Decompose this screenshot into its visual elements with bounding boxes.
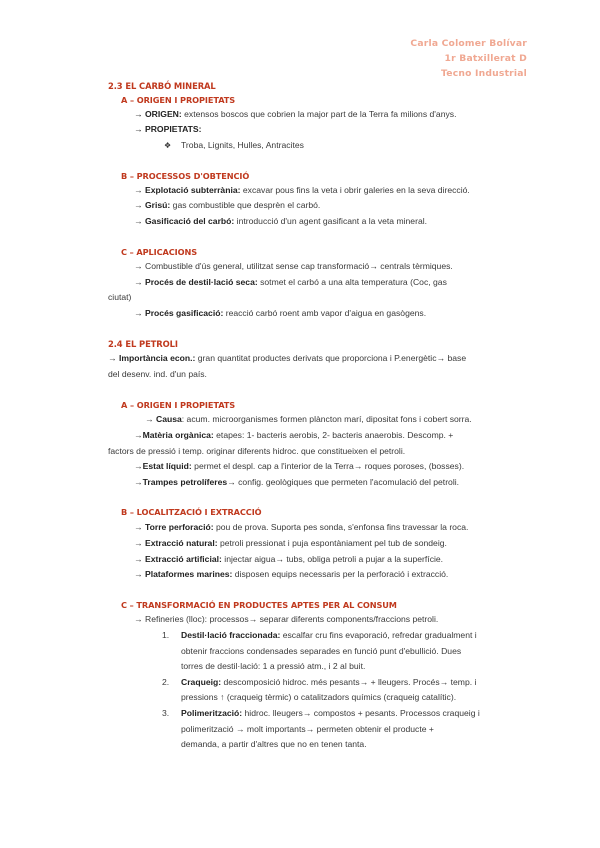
estat-liquid-label: Estat líquid: [142,461,192,471]
origen-label: → ORIGEN: [134,109,182,119]
aplicacions-line-2-cont: ciutat) [108,292,132,302]
destillacio-seca-label: Procés de destil·lació seca: [144,277,258,287]
extraccio-natural-label: Extracció natural: [144,538,218,548]
list-item-polimeritzacio: Polimerització: hidroc. lleugers→ compostos + pesants. Processos craqueig i [181,708,480,718]
document-header [410,36,527,81]
list-item-line: torres de destil·lació: 1 a pressió atm., i 2 al buit. [181,661,366,671]
list-item-line: obtenir fraccions condensades separades en funció punt d'ebullició. Dues [181,646,462,656]
extraccio-line-4: → Plataformes marines: disposen equips necessaris per la perforació i extracció. [134,569,449,579]
subsection-title-processos: B – PROCESSOS D'OBTENCIÓ [121,171,250,181]
materia-organica-line: →Matèria orgànica: etapes: 1- bacteris aerobis, 2- bacteris anaerobis. Descomp. + [134,430,454,440]
list-item-line: demanda, a partir d'altres que no en tenen tanta. [181,739,367,749]
subsection-title-petroli-origen: A – ORIGEN I PROPIETATS [121,400,236,410]
propietats-line [134,124,201,135]
aplicacions-line-1: → Combustible d'ús general, utilitzat sense cap transformació→ centrals tèrmiques. [134,261,453,271]
author-name: Carla Colomer Bolívar [410,38,527,49]
course-name: 1r Batxillerat D [444,53,527,64]
importancia-line-cont: del desenv. ind. d'un país. [108,369,207,379]
materia-organica-cont: factors de pressió i temp. originar diferents hidroc. que constitueixen el petroli. [108,446,406,456]
subsection-title-transformacio: C – TRANSFORMACIÓ EN PRODUCTES APTES PER AL CONSUM [121,600,397,610]
list-item-destillacio: Destil·lació fraccionada: escalfar cru fins evaporació, refredar gradualment i [181,630,477,640]
explotacio-label: Explotació subterrània: [144,185,241,195]
propietats-item: Troba, Lignits, Hulles, Antracites [181,140,304,150]
proces-gasificacio-label: Procés gasificació: [144,308,224,318]
extraccio-artificial-label: Extracció artificial: [144,554,222,564]
refineries-line: → Refineries (lloc): processos→ separar diferents components/fraccions petroli. [134,614,439,624]
propietats-label: → PROPIETATS: [134,124,202,134]
subsection-title-origen: A – ORIGEN I PROPIETATS [121,95,236,105]
diamond-bullet-icon: ❖ [164,141,172,150]
importancia-line: → Importància econ.: gran quantitat productes derivats que proporciona i P.energètic→ base [108,353,467,363]
list-item-craqueig: Craqueig: descomposició hidroc. més pesants→ + lleugers. Procés→ temp. i [181,677,477,687]
subsection-title-extraccio: B – LOCALITZACIÓ I EXTRACCIÓ [121,507,262,517]
gasificacio-label: Gasificació del carbó: [144,216,235,226]
trampes-label: Trampes petrolíferes [142,477,228,487]
causa-label: Causa [155,414,182,424]
polimeritzacio-label: Polimerització: [181,708,243,718]
processos-line-2: → Grisú: gas combustible que desprèn el carbó. [134,200,321,210]
origen-text: extensos boscos que cobrien la major part de la Terra fa milions d'anys. [181,109,457,119]
materia-organica-label: Matèria orgànica: [142,430,214,440]
list-item-line: pressions ↑ (craqueig tèrmic) o catalitzadors químics (craqueig catalític). [181,692,457,702]
section-title-carbo: 2.3 EL CARBÓ MINERAL [108,81,216,91]
extraccio-line-3: → Extracció artificial: injectar aigua→ tubs, obliga petroli a pujar a la superfície. [134,554,444,564]
trampes-line: →Trampes petrolíferes→ config. geològiques que permeten l'acomulació del petroli. [134,477,460,487]
plataformes-label: Plataformes marines: [144,569,233,579]
processos-line-1: → Explotació subterrània: excavar pous fins la veta i obrir galeries en la seva direcció. [134,185,470,195]
list-item-line: polimerització → molt importants→ permeten obtenir el producte + [181,724,434,734]
aplicacions-line-2: → Procés de destil·lació seca: sotmet el carbó a una alta temperatura (Coc, gas [134,277,447,287]
origen-line [134,109,456,120]
aplicacions-line-3: → Procés gasificació: reacció carbó roent amb vapor d'aigua en gasògens. [134,308,427,318]
processos-line-3: → Gasificació del carbó: introducció d'un agent gasificant a la veta mineral. [134,216,428,226]
list-number: 3. [162,708,170,718]
extraccio-line-1: → Torre perforació: pou de prova. Suporta pes sonda, s'enfonsa fins travessar la roca. [134,522,469,532]
list-number: 2. [162,677,170,687]
destillacio-fraccionada-label: Destil·lació fraccionada: [181,630,281,640]
extraccio-line-2: → Extracció natural: petroli pressionat i puja espontàniament pel tub de sondeig. [134,538,447,548]
subsection-title-aplicacions: C – APLICACIONS [121,247,198,257]
section-title-petroli: 2.4 EL PETROLI [108,339,178,349]
subject-name: Tecno Industrial [441,68,527,79]
importancia-label: Importància econ.: [118,353,196,363]
causa-line: → Causa: acum. microorganismes formen plàncton marí, dipositat fons i cobert sorra. [145,414,472,424]
list-number: 1. [162,630,170,640]
torre-perforacio-label: Torre perforació: [144,522,214,532]
estat-liquid-line: →Estat líquid: permet el despl. cap a l'interior de la Terra→ roques poroses, (bosses). [134,461,465,471]
craqueig-label: Craqueig: [181,677,222,687]
grisu-label: Grisú: [144,200,171,210]
